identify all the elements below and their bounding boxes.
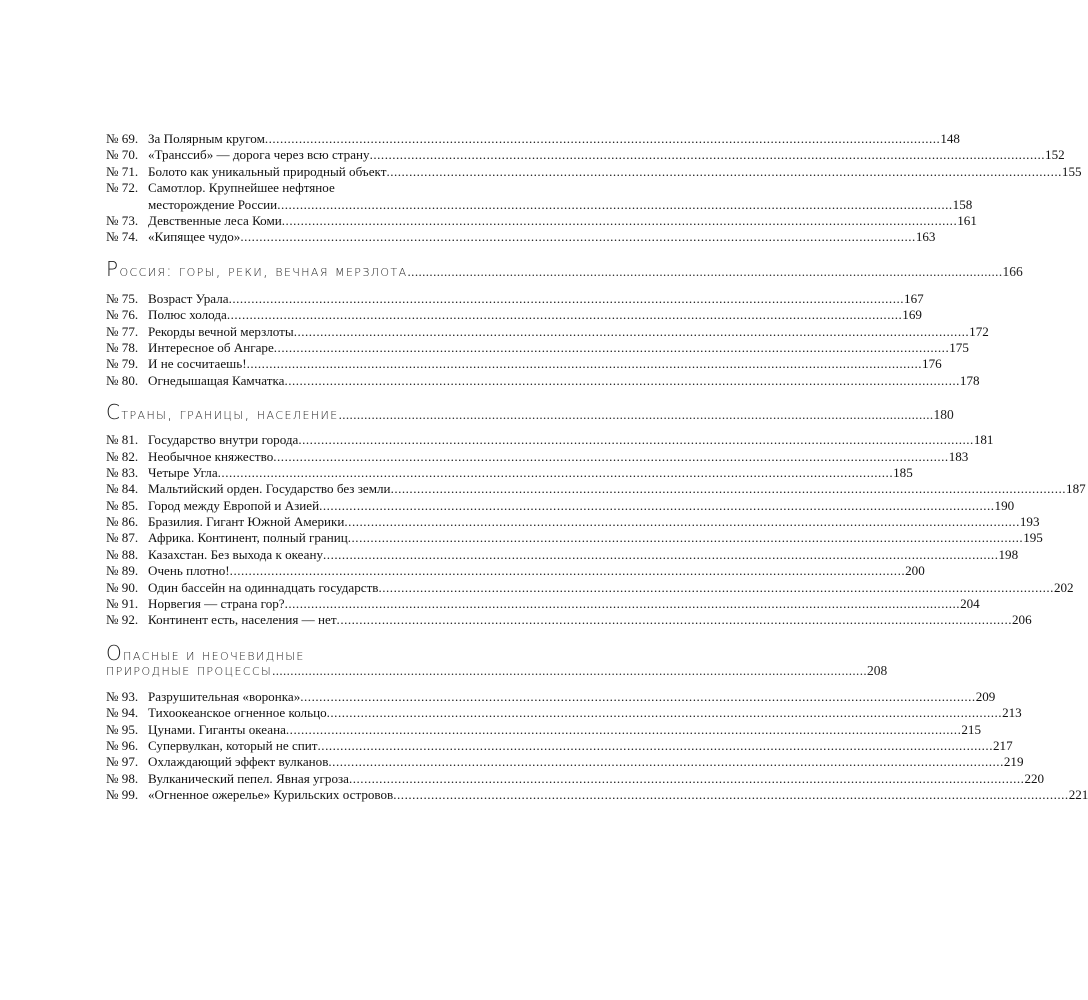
leader-dots: [344, 514, 1019, 530]
entry-number: № 96.: [106, 737, 139, 753]
leader-dots: [273, 449, 948, 465]
section-title-line2: природные процессы: [106, 660, 273, 679]
leader-dots: [230, 563, 905, 579]
leader-dots: [274, 340, 949, 356]
entry-page: 187: [1066, 481, 1086, 497]
entry-number: № 83.: [106, 464, 139, 480]
entry-number: № 80.: [106, 372, 139, 388]
entry-title: И не сосчитаешь!: [148, 356, 247, 372]
entry-page: 155: [1061, 163, 1082, 179]
entry-page: 206: [1012, 612, 1032, 628]
leader-dots: [294, 324, 969, 340]
entry-page: 161: [957, 212, 977, 228]
entry-title: Супервулкан, который не спит: [148, 737, 318, 753]
entry-title: Возраст Урала: [148, 290, 229, 306]
entry-page: 200: [905, 563, 925, 579]
entry-number: № 79.: [106, 356, 139, 372]
entry-title: Африка. Континент, полный границ: [148, 530, 348, 546]
toc-entry: [106, 737, 1013, 754]
entry-page: 158: [952, 196, 973, 212]
entry-number: № 77.: [106, 323, 139, 339]
entry-number: № 87.: [106, 530, 139, 546]
toc-entry: [106, 131, 960, 147]
toc-entry: [106, 754, 1024, 770]
entry-page: 169: [902, 307, 922, 323]
entry-page: 176: [922, 356, 942, 372]
leader-dots: [337, 612, 1012, 628]
toc-entry: [106, 497, 1015, 514]
entry-page: 172: [969, 323, 989, 339]
entry-number: № 91.: [106, 596, 139, 612]
leader-dots: [247, 356, 922, 372]
leader-dots: [349, 771, 1024, 787]
toc-entry: [106, 290, 924, 307]
entry-title: Необычное княжество: [148, 448, 274, 464]
leader-dots: [393, 787, 1068, 803]
entry-title: Бразилия. Гигант Южной Америки: [148, 514, 345, 530]
toc-group-1: [106, 131, 1082, 180]
leader-dots: [408, 264, 1003, 280]
entry-number: № 78.: [106, 339, 139, 355]
entry-number: № 89.: [106, 563, 139, 579]
leader-dots: [327, 705, 1002, 721]
entry-title: Интересное об Ангаре: [148, 339, 274, 355]
entry-title: За Полярным кругом: [148, 131, 265, 146]
entry-title: «Огненное ожерелье» Курильских островов: [148, 787, 394, 803]
toc-entry: [106, 432, 994, 448]
entry-number: № 95.: [106, 721, 139, 737]
toc-entry: [106, 147, 1065, 163]
section-heading: [106, 640, 888, 683]
toc-entry: [106, 372, 980, 389]
section-page: 166: [1002, 263, 1023, 279]
entry-page: 195: [1023, 530, 1043, 546]
entry-number: № 75.: [106, 290, 139, 306]
section-heading: [106, 400, 954, 426]
section-title: Страны, границы, население: [106, 400, 339, 425]
leader-dots: [229, 291, 904, 307]
leader-dots: [391, 481, 1066, 497]
table-of-contents: [106, 131, 1088, 804]
entry-title: Вулканический пепел. Явная угроза: [148, 770, 349, 786]
entry-title: Огнедышащая Камчатка: [148, 372, 285, 388]
leader-dots: [265, 131, 940, 147]
entry-number: № 99.: [106, 787, 139, 803]
entry-title: Очень плотно!: [148, 563, 230, 579]
toc-entry: [106, 307, 922, 323]
leader-dots: [319, 498, 994, 514]
leader-dots: [328, 754, 1003, 770]
entry-title: Полюс холода: [148, 307, 227, 323]
section-title-line1: Опасные и неочевидные: [106, 640, 305, 665]
entry-title: Город между Европой и Азией: [148, 497, 320, 513]
entry-number: № 73.: [106, 212, 139, 228]
leader-dots: [370, 147, 1045, 163]
leader-dots: [318, 738, 993, 754]
entry-title: «Кипящее чудо»: [148, 229, 241, 245]
toc-entry: [106, 212, 977, 229]
entry-page: 175: [949, 339, 969, 355]
toc-entry: [106, 546, 1019, 563]
entry-page: 220: [1024, 770, 1045, 786]
entry-page: 148: [940, 131, 960, 146]
toc-entry: [106, 721, 981, 738]
entry-page: 185: [893, 464, 913, 480]
entry-number: № 74.: [106, 229, 139, 245]
toc-entry: [106, 579, 1074, 596]
toc-entry: [106, 323, 989, 340]
entry-page: 190: [994, 497, 1015, 513]
entry-title: Четыре Угла: [148, 464, 218, 480]
leader-dots: [286, 722, 961, 738]
entry-page: 178: [959, 372, 980, 388]
entry-number: № 72.: [106, 180, 139, 196]
section-heading: [106, 256, 1023, 283]
entry-number: № 81.: [106, 432, 139, 448]
entry-number: № 94.: [106, 705, 139, 721]
entry-page: 181: [973, 432, 994, 448]
toc-entry: [106, 787, 1088, 803]
section-page: 208: [867, 662, 888, 678]
leader-dots: [378, 580, 1053, 596]
entry-number: № 71.: [106, 163, 139, 179]
entry-title: Рекорды вечной мерзлоты: [148, 323, 294, 339]
toc-group-2: [106, 290, 989, 389]
toc-entry: [106, 705, 1022, 721]
entry-title: Разрушительная «воронка»: [148, 688, 301, 704]
leader-dots: [386, 164, 1061, 180]
entry-title-line1: Самотлор. Крупнейшее нефтяное: [148, 180, 335, 196]
entry-number: № 88.: [106, 546, 139, 562]
entry-title: Мальтийский орден. Государство без земли: [148, 481, 391, 497]
entry-page: 213: [1002, 705, 1022, 721]
entry-page: 193: [1019, 514, 1040, 530]
leader-dots: [218, 465, 893, 481]
entry-title: Один бассейн на одиннадцать государств: [148, 579, 379, 595]
entry-number: № 90.: [106, 579, 139, 595]
entry-title: Государство внутри города: [148, 432, 299, 448]
toc-entry: [106, 163, 1082, 180]
entry-number: № 97.: [106, 754, 139, 770]
entry-title: Тихоокеанское огненное кольцо: [148, 705, 327, 721]
entry-number: № 92.: [106, 612, 139, 628]
leader-dots: [348, 530, 1023, 546]
leader-dots: [227, 307, 902, 323]
leader-dots: [298, 432, 973, 448]
entry-page: 183: [948, 448, 969, 464]
entry-title: Казахстан. Без выхода к океану: [148, 546, 324, 562]
entry-title-line2: месторождение России: [148, 196, 278, 212]
entry-title: Девственные леса Коми: [148, 212, 282, 228]
entry-page: 215: [961, 721, 981, 737]
toc-group-3: [106, 432, 1086, 629]
entry-number: № 69.: [106, 131, 139, 146]
entry-number: № 98.: [106, 770, 139, 786]
entry-page: 167: [904, 290, 924, 306]
entry-page: 217: [992, 737, 1013, 753]
entry-title: Болото как уникальный природный объект: [148, 163, 387, 179]
toc-entry: [106, 229, 936, 245]
leader-dots: [339, 407, 934, 423]
leader-dots: [240, 229, 915, 245]
entry-page: 209: [975, 688, 996, 704]
entry-number: № 76.: [106, 307, 139, 323]
leader-dots: [282, 213, 957, 229]
toc-group-1b: [106, 212, 977, 246]
toc-entry: [106, 688, 996, 705]
leader-dots: [285, 596, 960, 612]
toc-entry: [106, 180, 973, 213]
section-title: Россия: горы, реки, вечная мерзлота: [106, 256, 408, 281]
entry-page: 219: [1003, 754, 1024, 770]
entry-page: 221: [1068, 787, 1088, 803]
toc-entry: [106, 464, 913, 481]
leader-dots: [300, 689, 975, 705]
toc-entry: [106, 563, 925, 579]
toc-entry: [106, 514, 1040, 530]
section-page: 180: [933, 407, 954, 423]
toc-entry: [106, 448, 969, 465]
toc-entry: [106, 612, 1032, 628]
entry-page: 152: [1045, 147, 1065, 163]
toc-entry: [106, 339, 969, 356]
toc-entry: [106, 481, 1086, 497]
entry-number: № 82.: [106, 448, 139, 464]
leader-dots: [323, 547, 998, 563]
entry-title: Цунами. Гиганты океана: [148, 721, 286, 737]
toc-entry: [106, 596, 980, 612]
entry-title: Континент есть, населения — нет: [148, 612, 337, 628]
toc-entry: [106, 356, 942, 372]
entry-number: № 70.: [106, 147, 139, 163]
entry-number: № 85.: [106, 497, 139, 513]
leader-dots: [284, 373, 959, 389]
entry-title: Охлаждающий эффект вулканов: [148, 754, 329, 770]
entry-number: № 84.: [106, 481, 139, 497]
toc-group-4: [106, 688, 1088, 804]
entry-number: № 86.: [106, 514, 139, 530]
entry-title: Норвегия — страна гор?: [148, 596, 285, 612]
leader-dots: [272, 663, 867, 679]
entry-title: «Транссиб» — дорога через всю страну: [148, 147, 370, 163]
toc-entry: [106, 530, 1043, 546]
leader-dots: [277, 197, 952, 213]
entry-page: 198: [998, 546, 1019, 562]
toc-entry: [106, 770, 1045, 787]
entry-page: 202: [1053, 579, 1074, 595]
entry-page: 204: [960, 596, 980, 612]
entry-page: 163: [915, 229, 936, 245]
entry-number: № 93.: [106, 688, 139, 704]
